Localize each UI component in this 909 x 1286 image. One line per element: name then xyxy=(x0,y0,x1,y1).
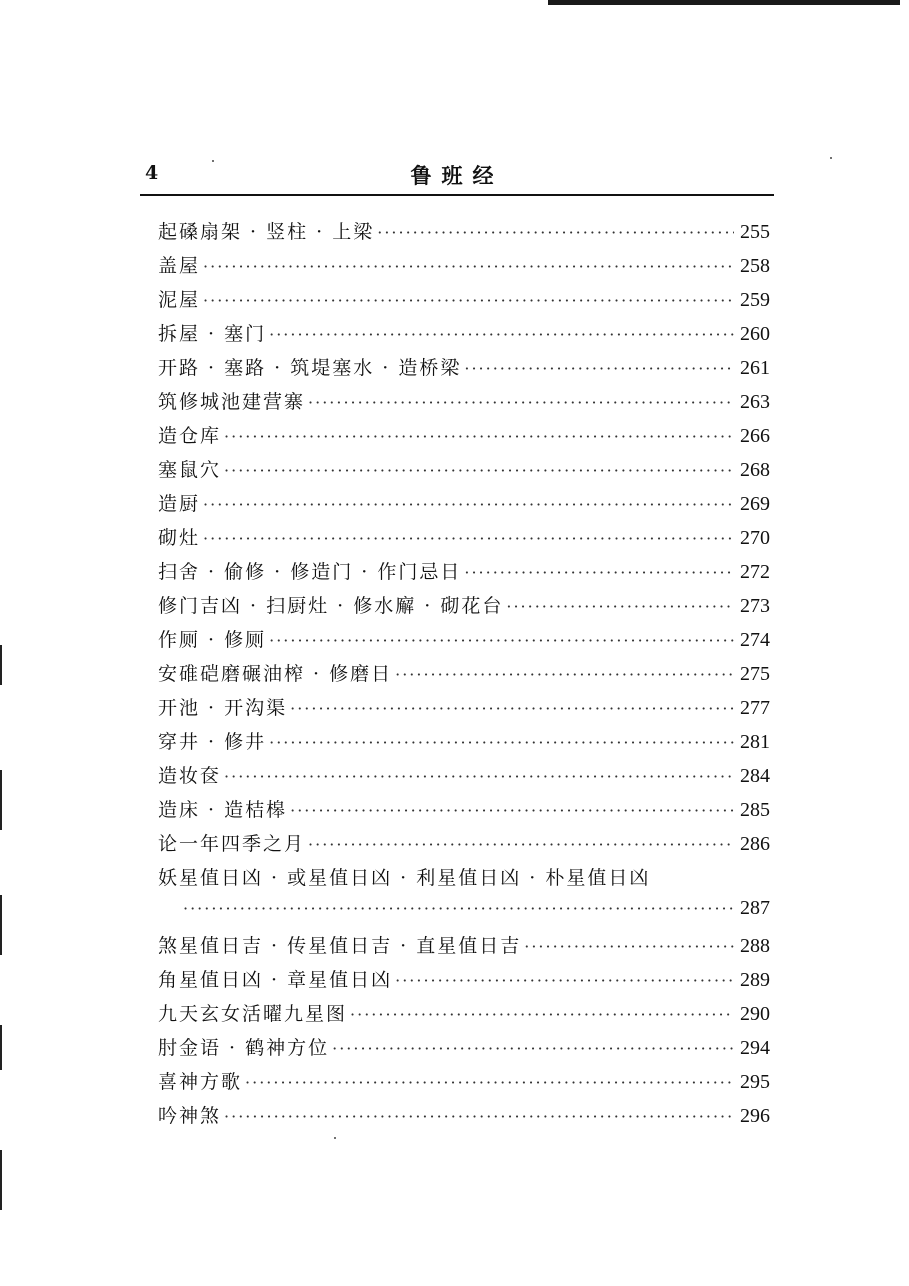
toc-entry-title: 造妆奁 xyxy=(158,765,222,787)
toc-entry[interactable] xyxy=(158,1101,770,1135)
toc-entry-title: 开池 · 开沟渠 xyxy=(158,697,288,719)
toc-entry[interactable] xyxy=(158,523,770,557)
dot-leader xyxy=(224,767,734,786)
toc-entry-page: 275 xyxy=(740,663,770,685)
toc-entry-page: 286 xyxy=(740,833,770,855)
table-of-contents xyxy=(158,217,770,1135)
toc-entry-title: 喜神方歌 xyxy=(158,1071,243,1093)
page-number: 4 xyxy=(145,162,159,184)
dot-leader xyxy=(269,325,734,344)
dot-leader xyxy=(224,1107,734,1126)
toc-entry-page: 260 xyxy=(740,323,770,345)
toc-entry-page: 288 xyxy=(740,935,770,957)
scan-speck xyxy=(830,157,832,159)
dot-leader xyxy=(203,257,734,276)
dot-leader xyxy=(464,563,734,582)
toc-entry-title: 造床 · 造桔槔 xyxy=(158,799,288,821)
toc-entry-title: 扫舍 · 偷修 · 修造门 · 作门忌日 xyxy=(158,561,462,583)
dot-leader xyxy=(308,835,734,854)
toc-entry-page: 255 xyxy=(740,221,770,243)
toc-entry-page: 287 xyxy=(740,897,770,919)
toc-entry-title: 筑修城池建营寨 xyxy=(158,391,306,413)
toc-entry[interactable] xyxy=(158,217,770,251)
scan-speck xyxy=(334,1137,336,1139)
toc-entry-page: 269 xyxy=(740,493,770,515)
toc-entry-page: 272 xyxy=(740,561,770,583)
toc-entry[interactable] xyxy=(158,625,770,659)
toc-entry[interactable] xyxy=(158,353,770,387)
page-header xyxy=(140,160,774,196)
header-rule xyxy=(140,194,774,196)
toc-entry[interactable] xyxy=(158,931,770,965)
toc-entry[interactable] xyxy=(158,421,770,455)
toc-entry[interactable] xyxy=(158,965,770,999)
book-title: 鲁班经 xyxy=(410,163,504,188)
dot-leader xyxy=(524,937,734,956)
toc-entry[interactable] xyxy=(158,251,770,285)
scan-edge-mark xyxy=(0,1150,2,1210)
toc-entry-title: 角星值日凶 · 章星值日凶 xyxy=(158,969,393,991)
toc-entry[interactable] xyxy=(158,591,770,625)
toc-entry-page: 290 xyxy=(740,1003,770,1025)
dot-leader xyxy=(224,461,734,480)
dot-leader xyxy=(203,529,734,548)
toc-entry-title: 吟神煞 xyxy=(158,1105,222,1127)
dot-leader xyxy=(224,427,734,446)
dot-leader xyxy=(290,699,734,718)
scan-edge-mark xyxy=(0,770,2,830)
toc-entry[interactable] xyxy=(158,455,770,489)
toc-entry-title: 造仓库 xyxy=(158,425,222,447)
dot-leader xyxy=(290,801,734,820)
toc-entry[interactable] xyxy=(158,795,770,829)
dot-leader xyxy=(464,359,734,378)
toc-entry-title: 九天玄女活曜九星图 xyxy=(158,1003,348,1025)
scan-edge-mark xyxy=(0,1025,2,1070)
dot-leader xyxy=(377,223,734,242)
toc-entry-continuation[interactable] xyxy=(158,897,770,931)
toc-entry-title: 开路 · 塞路 · 筑堤塞水 · 造桥梁 xyxy=(158,357,462,379)
dot-leader xyxy=(183,899,734,918)
toc-entry-page: 263 xyxy=(740,391,770,413)
toc-entry-title: 盖屋 xyxy=(158,255,201,277)
dot-leader xyxy=(395,971,734,990)
toc-entry-page: 266 xyxy=(740,425,770,447)
toc-entry-title: 砌灶 xyxy=(158,527,201,549)
toc-entry-page: 268 xyxy=(740,459,770,481)
toc-entry[interactable] xyxy=(158,489,770,523)
dot-leader xyxy=(203,291,734,310)
toc-entry-title: 修门吉凶 · 扫厨灶 · 修水廨 · 砌花台 xyxy=(158,595,504,617)
top-edge-rule xyxy=(548,0,900,5)
toc-entry[interactable] xyxy=(158,863,770,897)
toc-entry-page: 284 xyxy=(740,765,770,787)
toc-entry-page: 296 xyxy=(740,1105,770,1127)
toc-entry[interactable] xyxy=(158,829,770,863)
toc-entry-title: 塞鼠穴 xyxy=(158,459,222,481)
toc-entry-page: 261 xyxy=(740,357,770,379)
toc-entry[interactable] xyxy=(158,999,770,1033)
toc-entry-title: 肘金语 · 鹤神方位 xyxy=(158,1037,330,1059)
dot-leader xyxy=(269,733,734,752)
toc-entry-page: 294 xyxy=(740,1037,770,1059)
toc-entry[interactable] xyxy=(158,319,770,353)
toc-entry[interactable] xyxy=(158,1067,770,1101)
dot-leader xyxy=(506,597,734,616)
toc-entry-page: 289 xyxy=(740,969,770,991)
dot-leader xyxy=(203,495,734,514)
toc-entry-title: 论一年四季之月 xyxy=(158,833,306,855)
toc-entry-page: 274 xyxy=(740,629,770,651)
toc-entry-title: 作厕 · 修厕 xyxy=(158,629,267,651)
toc-entry-page: 270 xyxy=(740,527,770,549)
dot-leader xyxy=(395,665,734,684)
toc-entry[interactable] xyxy=(158,659,770,693)
toc-entry-title: 煞星值日吉 · 传星值日吉 · 直星值日吉 xyxy=(158,935,522,957)
toc-entry-title: 妖星值日凶 · 或星值日凶 · 利星值日凶 · 朴星值日凶 xyxy=(158,867,651,889)
dot-leader xyxy=(245,1073,734,1092)
toc-entry[interactable] xyxy=(158,387,770,421)
toc-entry[interactable] xyxy=(158,285,770,319)
dot-leader xyxy=(350,1005,734,1024)
toc-entry-title: 拆屋 · 塞门 xyxy=(158,323,267,345)
toc-entry[interactable] xyxy=(158,557,770,591)
toc-entry-page: 285 xyxy=(740,799,770,821)
toc-entry[interactable] xyxy=(158,693,770,727)
dot-leader xyxy=(332,1039,734,1058)
scan-edge-mark xyxy=(0,645,2,685)
dot-leader xyxy=(269,631,734,650)
toc-entry-title: 安碓硙磨碾油榨 · 修磨日 xyxy=(158,663,393,685)
toc-entry-page: 258 xyxy=(740,255,770,277)
toc-entry-page: 273 xyxy=(740,595,770,617)
dot-leader xyxy=(308,393,734,412)
toc-entry-page: 295 xyxy=(740,1071,770,1093)
toc-entry-page: 281 xyxy=(740,731,770,753)
toc-entry[interactable] xyxy=(158,761,770,795)
toc-entry-title: 造厨 xyxy=(158,493,201,515)
toc-entry-title: 穿井 · 修井 xyxy=(158,731,267,753)
scan-edge-mark xyxy=(0,895,2,955)
toc-entry-page: 259 xyxy=(740,289,770,311)
toc-entry-title: 起磉扇架 · 竖柱 · 上梁 xyxy=(158,221,375,243)
toc-entry[interactable] xyxy=(158,1033,770,1067)
toc-entry-title: 泥屋 xyxy=(158,289,201,311)
toc-entry-page: 277 xyxy=(740,697,770,719)
toc-entry[interactable] xyxy=(158,727,770,761)
